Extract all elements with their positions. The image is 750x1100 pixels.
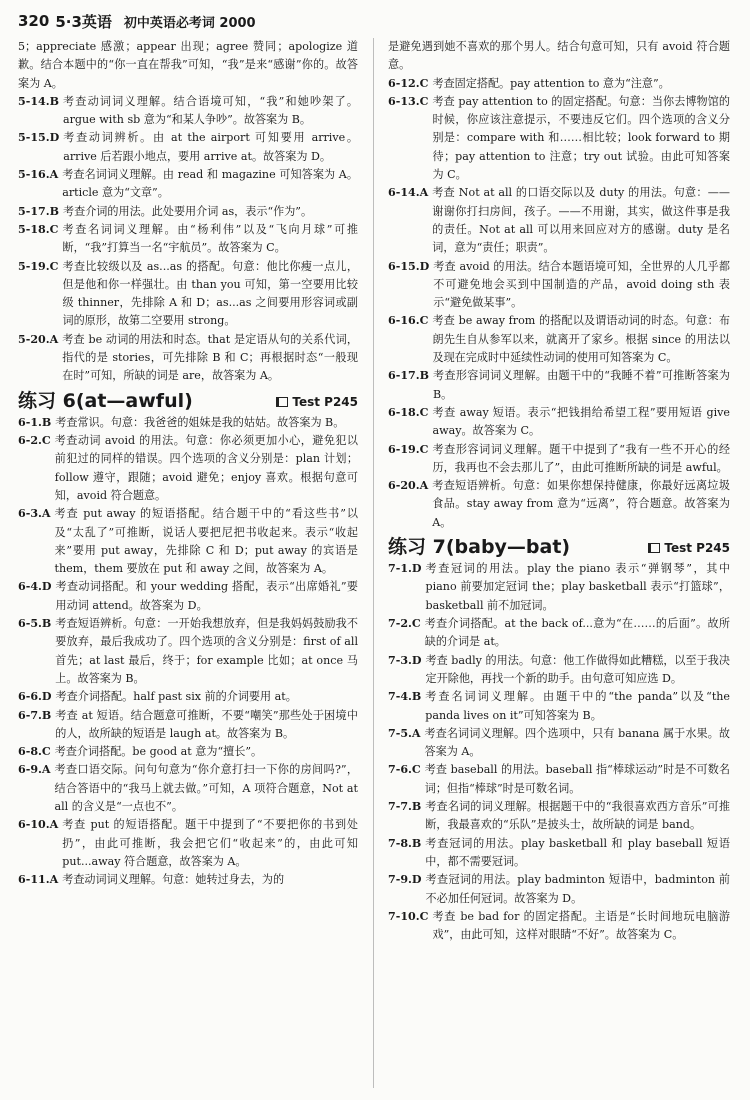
answer-explanation: 考查短语辨析。句意：一开始我想放弃，但是我妈妈鼓励我不要放弃，最后我成功了。四个选项的含义分别是：first of all 首先；at last 最后，终于；for example 比如；at once 马上。故答案为 B。	[55, 617, 358, 685]
answer-explanation: 考查名词词义理解。由“杨利伟”以及“飞向月球”可推断，“我”打算当一名“宇航员”。故答案为 C。	[62, 222, 358, 255]
answer-explanation: 考查 away 短语。表示“把钱捐给希望工程”要用短语 give away。故答案为 C。	[432, 405, 730, 438]
book-icon	[276, 397, 288, 407]
answer-entry	[388, 725, 730, 762]
answer-number: 7-7.B	[388, 800, 422, 814]
answer-entry	[388, 761, 730, 798]
answer-number: 5-18.C	[18, 222, 59, 236]
answer-explanation: 考查固定搭配。pay attention to 意为“注意”。	[432, 76, 670, 90]
answer-explanation: 考查动词 avoid 的用法。句意：你必须更加小心，避免犯以前犯过的同样的错误。四个选项的含义分别是：plan 计划；follow 遵守，跟随；avoid 避免；enjoy 喜欢。根据句意可知，avoid 符合题意。	[54, 434, 358, 502]
answer-explanation: 考查动词词义理解。句意：她转过身去，为的	[62, 873, 285, 887]
answer-explanation: 考查动词辨析。由 at the airport 可知要用 arrive。arrive 后若跟小地点，要用 arrive at。故答案为 D。	[63, 131, 358, 163]
column-divider	[373, 38, 374, 1088]
answer-explanation: 考查短语辨析。句意：如果你想保持健康，你最好远离垃圾食品。stay away from 意为“远离”，符合题意。故答案为 A。	[432, 479, 730, 529]
answer-number: 6-18.C	[388, 405, 429, 419]
answer-explanation: 考查形容词词义理解。题干中提到了“我有一些不开心的经历，我再也不会去那儿了”，由此可推断所缺的词是 awful。	[432, 442, 730, 474]
answer-number: 5-20.A	[18, 332, 59, 346]
continuation-text: 是避免遇到她不喜欢的那个男人。结合句意可知，只有 avoid 符合题意。	[388, 40, 730, 72]
answer-entry	[388, 404, 730, 441]
answer-number: 6-12.C	[388, 76, 429, 90]
answer-entry	[388, 258, 730, 313]
answer-entry	[388, 615, 730, 652]
answer-number: 7-6.C	[388, 763, 421, 777]
brand-logo: 5·3英语	[55, 12, 112, 31]
answer-list-section5	[18, 93, 358, 386]
answer-number: 5-16.A	[18, 168, 59, 182]
page-header	[18, 6, 256, 36]
answer-explanation: 考查 put 的短语搭配。题干中提到了“不要把你的书到处扔”，由此可推断，我会把它们“收起来”的，由此可知 put...away 符合题意，故答案为 A。	[62, 818, 358, 868]
answer-list-section7	[388, 560, 730, 944]
answer-entry	[388, 312, 730, 367]
page-number: 320	[18, 12, 50, 30]
section-header-6	[18, 389, 358, 412]
answer-entry	[18, 688, 358, 706]
answer-entry	[388, 871, 730, 908]
answer-explanation: 考查介词搭配。at the back of...意为“在……的后面”。故所缺的介词是 at。	[424, 617, 730, 649]
answer-entry	[388, 93, 730, 184]
answer-entry	[18, 871, 358, 889]
answer-entry	[18, 203, 358, 221]
continuation-text: 5；appreciate 感激；appear 出现；agree 赞同；apologize 道歉。结合本题中的“你一直在帮我”可知，“我”是来“感谢”你的。故答案为 A。	[18, 40, 358, 90]
section-header-7	[388, 538, 730, 557]
answer-number: 7-1.D	[388, 562, 422, 576]
answer-explanation: 考查形容词词义理解。由题干中的“我睡不着”可推断答案为 B。	[433, 369, 730, 401]
answer-explanation: 考查名词词义理解。四个选项中，只有 banana 属于水果。故答案为 A。	[424, 726, 730, 759]
answer-explanation: 考查 be bad for 的固定搭配。主语是“长时间地玩电脑游戏”，由此可知，这样对眼睛“不好”。故答案为 C。	[432, 909, 730, 942]
answer-number: 7-10.C	[388, 909, 429, 923]
answer-explanation: 考查 be 动词的用法和时态。that 是定语从句的关系代词，指代的是 stories，可先排除 B 和 C；再根据时态“一般现在时”可知，所缺的词是 are，故答案为 A。	[62, 332, 358, 383]
book-title: 初中英语必考词 2000	[123, 15, 256, 31]
answer-number: 7-2.C	[388, 617, 421, 631]
answer-explanation: 考查介词搭配。be good at 意为“擅长”。	[54, 745, 263, 759]
answer-explanation: 考查 put away 的短语搭配。结合题干中的“看这些书”以及“太乱了”可推断，说话人要把尼把书收起来。表示“收起来”要用 put away，先排除 C 和 D；put away 的宾语是 them，them 要放在 put 和 away 之间，故答案为 A。	[54, 507, 358, 576]
answer-entry	[18, 761, 358, 816]
answer-number: 6-5.B	[18, 617, 52, 631]
test-reference-label: Test P245	[292, 394, 358, 409]
answer-number: 6-9.A	[18, 763, 51, 777]
book-icon	[648, 543, 660, 553]
answer-number: 5-15.D	[18, 131, 60, 145]
answer-explanation: 考查 baseball 的用法。baseball 指“棒球运动”时是不可数名词；但指“棒球”时是可数名词。	[424, 763, 730, 795]
answer-explanation: 考查名词的词义理解。根据题干中的“我很喜欢西方音乐”可推断，我最喜欢的“乐队”是披头士，故所缺的词是 band。	[425, 800, 730, 832]
answer-explanation: 考查介词的用法。此处要用介词 as，表示“作为”。	[63, 204, 313, 218]
answer-entry	[18, 707, 358, 744]
answer-explanation: 考查 pay attention to 的固定搭配。句意：当你去博物馆的时候，你应该注意提示，不要违反它们。四个选项的含义分别是：compare with 和……相比较；look forward to 期待；pay attention to 注意；try out 试验。由此可知答案为 C。	[432, 94, 730, 182]
answer-explanation: 考查常识。句意：我爸爸的姐妹是我的姑姑。故答案为 B。	[55, 415, 345, 429]
answer-explanation: 考查冠词的用法。play badminton 短语中，badminton 前不必加任何冠词。故答案为 D。	[425, 873, 730, 905]
answer-entry	[388, 688, 730, 725]
answer-number: 6-1.B	[18, 415, 52, 429]
answer-number: 6-4.D	[18, 580, 52, 594]
answer-entry	[388, 652, 730, 689]
answer-explanation: 考查 be away from 的搭配以及谓语动词的时态。句意：布朗先生自从参军以来，就离开了家乡。根据 since 的用法以及现在完成时中延续性动词的使用可知答案为 C。	[432, 314, 730, 365]
answer-entry	[18, 331, 358, 386]
answer-number: 7-3.D	[388, 653, 422, 667]
answer-entry	[388, 835, 730, 872]
answer-entry	[18, 432, 358, 505]
answer-entry	[18, 816, 358, 871]
answer-number: 7-5.A	[388, 726, 421, 740]
answer-number: 6-17.B	[388, 369, 430, 383]
answer-number: 6-19.C	[388, 442, 429, 456]
answer-explanation: 考查比较级以及 as...as 的搭配。句意：他比你瘦一点儿，但是他和你一样强壮。由 than you 可知，第一空要用比较级 thinner，先排除 A 和 D；as...as 之间要用形容词或副词的原形，故第二空要用 strong。	[62, 259, 358, 328]
answer-entry	[18, 578, 358, 615]
answer-entry	[18, 505, 358, 578]
left-column	[18, 38, 358, 890]
answer-entry	[18, 129, 358, 166]
answer-number: 5-17.B	[18, 204, 60, 218]
answer-entry	[18, 221, 358, 258]
section-title: 练习 6(at—awful)	[18, 389, 193, 412]
answer-list-section6-cont	[388, 75, 730, 532]
test-reference	[648, 539, 730, 557]
answer-entry	[18, 615, 358, 688]
answer-entry	[388, 908, 730, 945]
answer-number: 7-9.D	[388, 873, 422, 887]
answer-number: 7-8.B	[388, 836, 422, 850]
answer-list-section6	[18, 414, 358, 890]
answer-explanation: 考查名词词义理解。由 read 和 magazine 可知答案为 A。article 意为“文章”。	[62, 168, 358, 200]
answer-explanation: 考查冠词的用法。play the piano 表示“弹钢琴”，其中 piano 前要加定冠词 the；play basketball 表示“打篮球”，basketball 前不加冠词。	[425, 562, 730, 612]
answer-entry	[388, 560, 730, 615]
answer-explanation: 考查介词搭配。half past six 前的介词要用 at。	[55, 690, 297, 704]
answer-number: 5-19.C	[18, 259, 59, 273]
answer-number: 5-14.B	[18, 94, 60, 108]
answer-number: 6-2.C	[18, 434, 51, 448]
answer-number: 6-16.C	[388, 314, 429, 328]
answer-number: 6-3.A	[18, 507, 51, 521]
answer-entry	[18, 258, 358, 331]
answer-entry	[18, 414, 358, 432]
answer-number: 6-8.C	[18, 745, 51, 759]
answer-explanation: 考查名词词义理解。由题干中的“the panda”以及“the panda lives on it”可知答案为 B。	[425, 690, 730, 722]
answer-entry	[388, 441, 730, 478]
answer-entry	[388, 184, 730, 257]
answer-explanation: 考查动词词义理解。结合语境可知，“我”和她吵架了。argue with sb 意为“和某人争吵”。故答案为 B。	[63, 94, 358, 127]
test-reference-label: Test P245	[664, 540, 730, 555]
answer-explanation: 考查 badly 的用法。句意：他工作做得如此糟糕，以至于我决定开除他，再找一个新的助手。由句意可知应选 D。	[425, 653, 730, 685]
answer-explanation: 考查 avoid 的用法。结合本题语境可知，全世界的人几乎都不可避免地会买到中国制造的产品，avoid doing sth 表示“避免做某事”。	[433, 259, 730, 310]
answer-number: 6-15.D	[388, 259, 430, 273]
answer-number: 6-10.A	[18, 818, 59, 832]
right-column	[388, 38, 730, 944]
section-title: 练习 7(baby—bat)	[388, 536, 571, 559]
answer-entry	[18, 166, 358, 203]
answer-number: 6-20.A	[388, 479, 429, 493]
answer-entry	[18, 743, 358, 761]
answer-entry	[388, 75, 730, 93]
answer-number: 6-6.D	[18, 690, 52, 704]
answer-entry	[18, 93, 358, 130]
answer-explanation: 考查动词搭配。和 your wedding 搭配，表示“出席婚礼”要用动词 attend。故答案为 D。	[55, 580, 358, 612]
answer-explanation: 考查口语交际。问句句意为“你介意打扫一下你的房间吗?”，结合答语中的“我马上就去做。”可知，A 项符合题意，Not at all 的含义是“一点也不”。	[54, 763, 358, 814]
answer-number: 6-13.C	[388, 94, 429, 108]
answer-number: 6-14.A	[388, 186, 429, 200]
answer-number: 6-7.B	[18, 708, 52, 722]
answer-explanation: 考查 Not at all 的口语交际以及 duty 的用法。句意：——谢谢你打扫房间，孩子。——不用谢，其实，做这件事是我的责任。Not at all 可以用来回应对方的感谢。duty 是名词，意为“责任；职责”。	[432, 186, 730, 255]
test-reference	[276, 393, 358, 411]
answer-entry	[388, 367, 730, 404]
answer-entry	[388, 477, 730, 532]
answer-number: 6-11.A	[18, 873, 59, 887]
answer-explanation: 考查冠词的用法。play basketball 和 play baseball 短语中，都不需要冠词。	[425, 836, 730, 868]
answer-explanation: 考查 at 短语。结合题意可推断，不要“嘲笑”那些处于困境中的人，故所缺的短语是 laugh at。故答案为 B。	[55, 708, 358, 740]
answer-number: 7-4.B	[388, 690, 422, 704]
answer-entry	[388, 798, 730, 835]
